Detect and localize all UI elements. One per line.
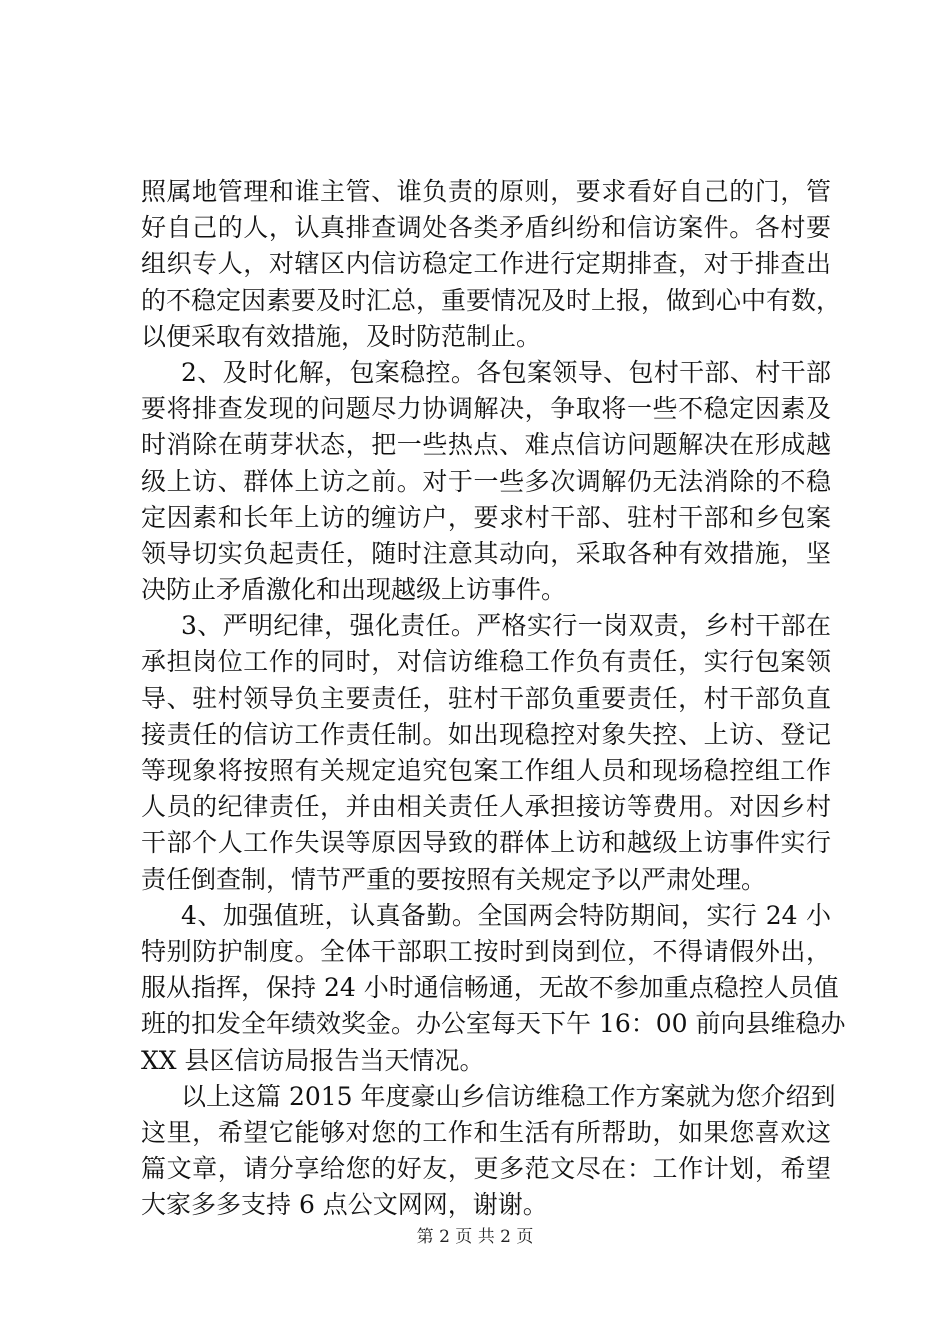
text-line: 责任倒查制，情节严重的要按照有关规定予以严肃处理。 [141,864,767,894]
text-line: 级上访、群体上访之前。对于一些多次调解仍无法消除的不稳 [141,466,831,496]
text-line: 决防止矛盾激化和出现越级上访事件。 [141,575,567,605]
text-line: 特别防护制度。全体干部职工按时到岗到位，不得请假外出， [141,936,831,966]
text-line: 要将排查发现的问题尽力协调解决，争取将一些不稳定因素及 [141,394,831,424]
text-line: 服从指挥，保持 24 小时通信畅通，无故不参加重点稳控人员值 [141,973,839,1003]
text-line: 组织专人，对辖区内信访稳定工作进行定期排查，对于排查出 [141,249,831,279]
text-line: 大家多多支持 6 点公文网网，谢谢。 [141,1190,548,1220]
text-line: 照属地管理和谁主管、谁负责的原则，要求看好自己的门，管 [141,177,831,206]
document-body [141,174,846,1223]
text-line: 好自己的人，认真排查调处各类矛盾纠纷和信访案件。各村要 [141,213,831,243]
text-line: 时消除在萌芽状态，把一些热点、难点信访问题解决在形成越 [141,430,831,460]
text-line: 领导切实负起责任，随时注意其动向，采取各种有效措施，坚 [141,538,831,568]
text-line: 班的扣发全年绩效奖金。办公室每天下午 16：00 前向县维稳办 [141,1009,846,1039]
text-line: 篇文章，请分享给您的好友，更多范文尽在：工作计划，希望 [141,1154,831,1184]
text-line: 以便采取有效措施，及时防范制止。 [141,321,542,351]
page-footer: 第 2 页 共 2 页 [416,1227,534,1247]
text-line: 4、加强值班，认真备勤。全国两会特防期间，实行 24 小 [181,900,831,930]
text-line: 承担岗位工作的同时，对信访维稳工作负有责任，实行包案领 [141,647,831,677]
text-line: XX 县区信访局报告当天情况。 [141,1045,485,1075]
text-line: 人员的纪律责任，并由相关责任人承担接访等费用。对因乡村 [141,792,831,822]
text-line: 2、及时化解，包案稳控。各包案领导、包村干部、村干部 [181,357,831,387]
text-line: 干部个人工作失误等原因导致的群体上访和越级上访事件实行 [141,828,831,858]
text-line: 这里，希望它能够对您的工作和生活有所帮助，如果您喜欢这 [141,1117,831,1147]
text-line: 的不稳定因素要及时汇总，重要情况及时上报，做到心中有数， [141,285,842,315]
text-line: 以上这篇 2015 年度豪山乡信访维稳工作方案就为您介绍到 [181,1081,836,1111]
text-line: 导、驻村领导负主要责任，驻村干部负重要责任，村干部负直 [141,683,831,713]
text-line: 3、严明纪律，强化责任。严格实行一岗双责，乡村干部在 [181,611,831,641]
text-line: 等现象将按照有关规定追究包案工作组人员和现场稳控组工作 [141,756,831,785]
text-line: 接责任的信访工作责任制。如出现稳控对象失控、上访、登记 [141,719,831,749]
text-line: 定因素和长年上访的缠访户，要求村干部、驻村干部和乡包案 [141,502,831,532]
